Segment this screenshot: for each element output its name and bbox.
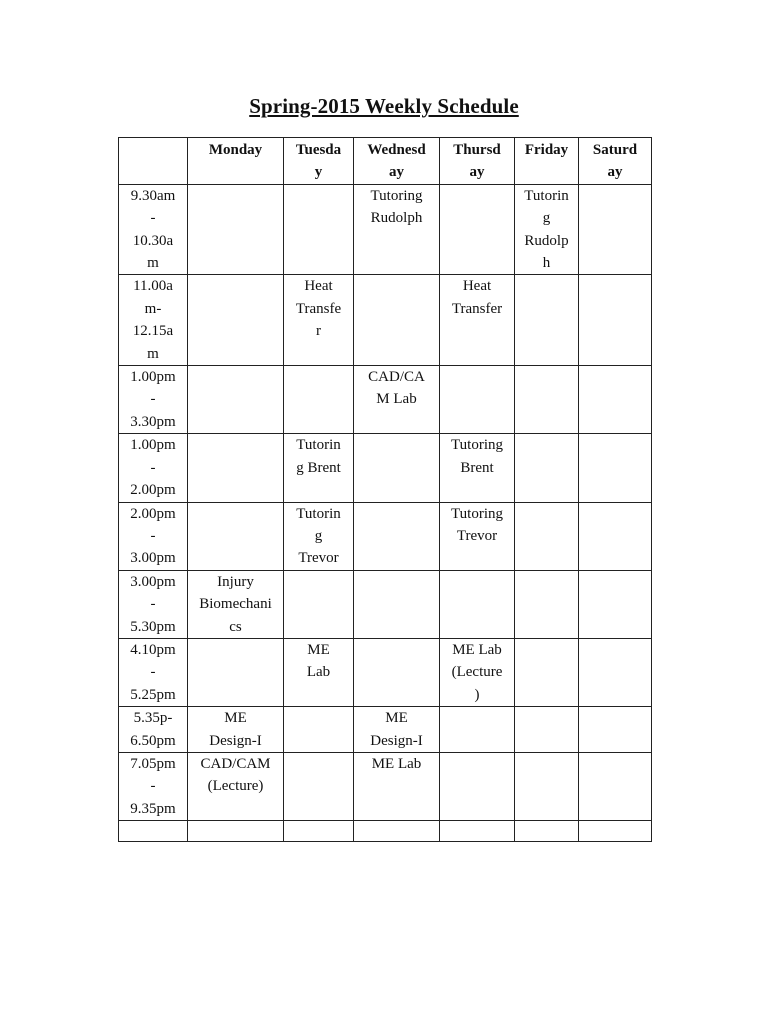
table-row (119, 275, 652, 366)
time-slot-cell: 4.10pm - 5.25pm (119, 638, 188, 706)
time-slot-cell: 1.00pm - 3.30pm (119, 366, 188, 434)
table-row (119, 752, 652, 820)
schedule-cell-saturday (579, 638, 652, 706)
schedule-cell-saturday (579, 184, 652, 275)
schedule-cell-thursday (440, 184, 515, 275)
table-row (119, 434, 652, 502)
schedule-cell-monday (188, 638, 284, 706)
schedule-cell-wednesday: CAD/CA M Lab (354, 366, 440, 434)
schedule-cell-saturday (579, 434, 652, 502)
schedule-cell-monday: ME Design-I (188, 707, 284, 753)
schedule-cell-friday (515, 570, 579, 638)
time-slot-cell: 9.30am - 10.30a m (119, 184, 188, 275)
schedule-cell-friday: Tutorin g Rudolp h (515, 184, 579, 275)
schedule-cell-saturday (579, 570, 652, 638)
schedule-cell-tuesday (284, 752, 354, 820)
schedule-cell-wednesday (354, 638, 440, 706)
schedule-cell-friday (515, 275, 579, 366)
document-title: Spring-2015 Weekly Schedule (249, 94, 519, 118)
schedule-cell-monday (188, 821, 284, 842)
schedule-cell-tuesday (284, 570, 354, 638)
schedule-cell-friday (515, 366, 579, 434)
schedule-cell-thursday (440, 570, 515, 638)
header-cell-monday: Monday (188, 138, 284, 185)
time-slot-cell: 11.00a m- 12.15a m (119, 275, 188, 366)
schedule-cell-monday (188, 275, 284, 366)
schedule-cell-saturday (579, 275, 652, 366)
schedule-cell-thursday (440, 752, 515, 820)
schedule-cell-friday (515, 434, 579, 502)
schedule-cell-tuesday (284, 707, 354, 753)
time-slot-cell: 7.05pm - 9.35pm (119, 752, 188, 820)
schedule-cell-monday: CAD/CAM (Lecture) (188, 752, 284, 820)
header-cell-thursday: Thursd ay (440, 138, 515, 185)
schedule-cell-monday (188, 366, 284, 434)
schedule-cell-thursday (440, 707, 515, 753)
schedule-cell-friday (515, 707, 579, 753)
header-cell-saturday: Saturd ay (579, 138, 652, 185)
schedule-cell-tuesday: Heat Transfe r (284, 275, 354, 366)
schedule-cell-monday (188, 184, 284, 275)
schedule-cell-monday: Injury Biomechani cs (188, 570, 284, 638)
schedule-cell-wednesday (354, 502, 440, 570)
schedule-cell-monday (188, 502, 284, 570)
schedule-cell-thursday: Heat Transfer (440, 275, 515, 366)
schedule-cell-tuesday (284, 821, 354, 842)
schedule-cell-friday (515, 502, 579, 570)
schedule-cell-thursday: Tutoring Brent (440, 434, 515, 502)
schedule-cell-saturday (579, 502, 652, 570)
schedule-cell-monday (188, 434, 284, 502)
table-row (119, 570, 652, 638)
table-row (119, 184, 652, 275)
schedule-cell-thursday (440, 366, 515, 434)
schedule-cell-wednesday: Tutoring Rudolph (354, 184, 440, 275)
table-row (119, 638, 652, 706)
table-row (119, 821, 652, 842)
schedule-cell-wednesday (354, 275, 440, 366)
header-cell-blank (119, 138, 188, 185)
schedule-cell-tuesday: Tutorin g Brent (284, 434, 354, 502)
schedule-cell-saturday (579, 752, 652, 820)
time-slot-cell: 3.00pm - 5.30pm (119, 570, 188, 638)
table-row (119, 366, 652, 434)
header-row (119, 138, 652, 185)
schedule-cell-wednesday: ME Lab (354, 752, 440, 820)
schedule-table (118, 137, 652, 842)
schedule-cell-wednesday (354, 821, 440, 842)
table-row (119, 707, 652, 753)
schedule-cell-wednesday (354, 434, 440, 502)
table-row (119, 502, 652, 570)
schedule-cell-thursday (440, 821, 515, 842)
schedule-cell-tuesday: Tutorin g Trevor (284, 502, 354, 570)
schedule-cell-friday (515, 821, 579, 842)
time-slot-cell: 2.00pm - 3.00pm (119, 502, 188, 570)
schedule-cell-tuesday: ME Lab (284, 638, 354, 706)
schedule-cell-tuesday (284, 366, 354, 434)
header-cell-friday: Friday (515, 138, 579, 185)
time-slot-cell (119, 821, 188, 842)
schedule-cell-thursday: ME Lab (Lecture ) (440, 638, 515, 706)
time-slot-cell: 5.35p- 6.50pm (119, 707, 188, 753)
schedule-cell-friday (515, 638, 579, 706)
schedule-cell-tuesday (284, 184, 354, 275)
schedule-cell-wednesday (354, 570, 440, 638)
schedule-cell-saturday (579, 707, 652, 753)
schedule-cell-saturday (579, 821, 652, 842)
time-slot-cell: 1.00pm - 2.00pm (119, 434, 188, 502)
schedule-cell-saturday (579, 366, 652, 434)
schedule-cell-friday (515, 752, 579, 820)
schedule-cell-wednesday: ME Design-I (354, 707, 440, 753)
header-cell-wednesday: Wednesd ay (354, 138, 440, 185)
header-cell-tuesday: Tuesda y (284, 138, 354, 185)
schedule-cell-thursday: Tutoring Trevor (440, 502, 515, 570)
